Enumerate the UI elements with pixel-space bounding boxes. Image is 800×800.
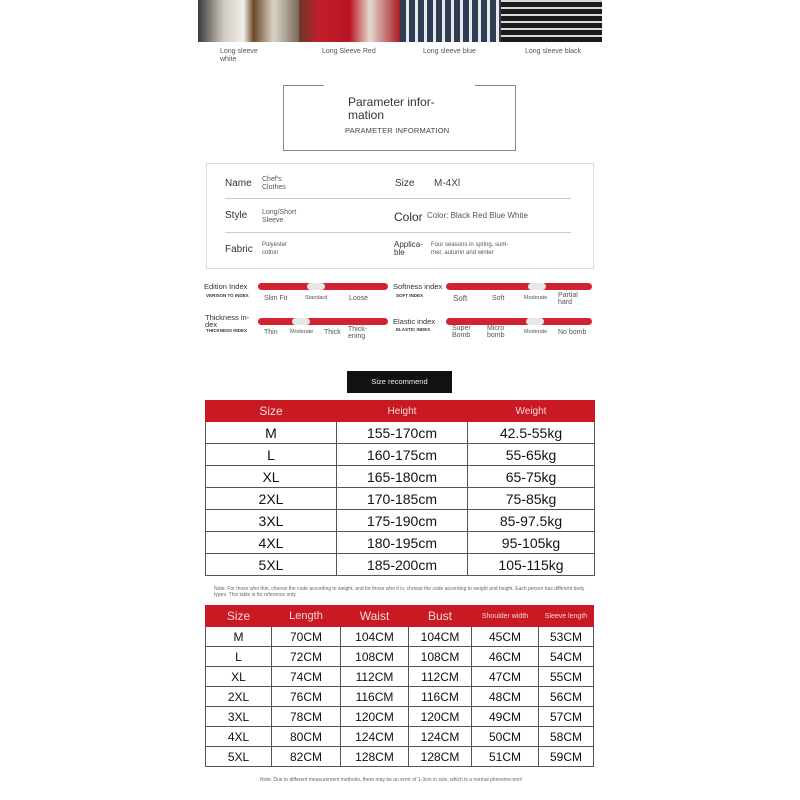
header-size: Size xyxy=(206,401,337,422)
table-cell: 78CM xyxy=(272,707,341,727)
header-length: Length xyxy=(272,606,341,627)
elastic-tick: Micro bomb xyxy=(487,325,505,339)
photo-label-blue: Long sleeve blue xyxy=(423,48,476,55)
table-cell: 108CM xyxy=(409,647,472,667)
softness-index-sub: SOFT INDEX xyxy=(396,293,424,298)
table-row xyxy=(206,627,594,647)
elastic-tick: Moderate xyxy=(524,329,548,335)
table-cell: 56CM xyxy=(539,687,594,707)
edition-index-label: Edition Index xyxy=(204,282,248,291)
table-cell: 116CM xyxy=(341,687,409,707)
applicable-label: Applica-ble xyxy=(394,240,423,257)
table-cell: 58CM xyxy=(539,727,594,747)
table-row xyxy=(206,466,595,488)
elastic-index-label: Elastic index xyxy=(393,317,436,326)
info-divider xyxy=(225,232,571,233)
color-label: Color xyxy=(394,210,423,224)
photo-long-sleeve-white[interactable] xyxy=(198,0,299,42)
table-cell: 112CM xyxy=(409,667,472,687)
table-cell: 59CM xyxy=(539,747,594,767)
thickness-tick: Moderate xyxy=(290,329,314,335)
table-cell: 170-185cm xyxy=(337,488,468,510)
thickness-tick: Thick-ening xyxy=(348,326,368,340)
table-cell: 104CM xyxy=(341,627,409,647)
table-cell: 4XL xyxy=(206,532,337,554)
style-label: Style xyxy=(225,210,248,221)
table-cell: 105-115kg xyxy=(468,554,595,576)
table-cell: 53CM xyxy=(539,627,594,647)
name-value: Chef's Clothes xyxy=(262,176,286,191)
table-cell: 108CM xyxy=(341,647,409,667)
measurement-table xyxy=(205,605,594,767)
table-row xyxy=(206,687,594,707)
color-value: Color: Black Red Blue White xyxy=(427,211,528,220)
header-weight: Weight xyxy=(468,401,595,422)
size-recommend-banner: Size recommend xyxy=(347,371,452,393)
edition-index-sub: VERSION TO INDEX xyxy=(206,293,249,298)
table-cell: 185-200cm xyxy=(337,554,468,576)
table-cell: 46CM xyxy=(472,647,539,667)
parameter-header-underline xyxy=(283,150,516,151)
edition-tick: Standard xyxy=(305,295,328,301)
style-value: Long/Short Sleeve xyxy=(262,209,297,224)
thickness-index-knob xyxy=(292,318,310,325)
parameter-title: Parameter infor-mation xyxy=(348,95,435,122)
table-cell: 3XL xyxy=(206,707,272,727)
table-cell: 50CM xyxy=(472,727,539,747)
info-divider xyxy=(225,198,571,199)
table-cell: XL xyxy=(206,466,337,488)
elastic-tick: No bomb xyxy=(558,329,587,336)
table-row xyxy=(206,532,595,554)
table-cell: 180-195cm xyxy=(337,532,468,554)
header-height: Height xyxy=(337,401,468,422)
table-cell: 65-75kg xyxy=(468,466,595,488)
thickness-index-sub: THICKNESS INDEX xyxy=(206,328,248,333)
thickness-index-label: Thickness in-dex xyxy=(205,313,250,329)
fabric-value: Polyester cotton xyxy=(262,242,288,256)
table-cell: 112CM xyxy=(341,667,409,687)
header-waist: Waist xyxy=(341,606,409,627)
header-sleeve-length: Sleeve length xyxy=(539,606,594,627)
edition-index-track xyxy=(258,283,388,290)
table-cell: 160-175cm xyxy=(337,444,468,466)
table-cell: M xyxy=(206,627,272,647)
table-row xyxy=(206,707,594,727)
table-row xyxy=(206,747,594,767)
table-cell: 120CM xyxy=(409,707,472,727)
measurement-note: Note: Due to different measurement methods, there may be an error of 1-3cm in size, which is a normal phenome-non! xyxy=(260,777,523,783)
table-cell: 74CM xyxy=(272,667,341,687)
table-cell: 5XL xyxy=(206,554,337,576)
table-cell: 45CM xyxy=(472,627,539,647)
table-row xyxy=(206,510,595,532)
elastic-index-track xyxy=(446,318,592,325)
table-cell: 48CM xyxy=(472,687,539,707)
header-bust: Bust xyxy=(409,606,472,627)
table-cell: 55CM xyxy=(539,667,594,687)
table-cell: 54CM xyxy=(539,647,594,667)
table-cell: L xyxy=(206,444,337,466)
parameter-subtitle: PARAMETER INFORMATION xyxy=(345,126,450,135)
photo-long-sleeve-black[interactable] xyxy=(501,0,602,42)
table-cell: 42.5-55kg xyxy=(468,422,595,444)
table-cell: 155-170cm xyxy=(337,422,468,444)
softness-tick: Moderate xyxy=(524,295,548,301)
table-cell: M xyxy=(206,422,337,444)
table-cell: 2XL xyxy=(206,687,272,707)
table-cell: 85-97.5kg xyxy=(468,510,595,532)
softness-index-knob xyxy=(528,283,546,290)
table-cell: 128CM xyxy=(409,747,472,767)
thickness-tick: Thin xyxy=(264,329,278,336)
elastic-tick: Super Bomb xyxy=(452,325,471,339)
table-cell: 128CM xyxy=(341,747,409,767)
table-cell: 95-105kg xyxy=(468,532,595,554)
table-cell: 124CM xyxy=(409,727,472,747)
table-row xyxy=(206,647,594,667)
thickness-tick: Thick xyxy=(324,329,341,336)
size-label: Size xyxy=(395,178,415,189)
photo-long-sleeve-blue[interactable] xyxy=(400,0,501,42)
name-label: Name xyxy=(225,178,252,189)
table-cell: 5XL xyxy=(206,747,272,767)
edition-tick: Loose xyxy=(349,295,369,302)
table-cell: 51CM xyxy=(472,747,539,767)
table-cell: 4XL xyxy=(206,727,272,747)
table-cell: 104CM xyxy=(409,627,472,647)
table-cell: 49CM xyxy=(472,707,539,727)
table-cell: 116CM xyxy=(409,687,472,707)
table-cell: 57CM xyxy=(539,707,594,727)
photo-label-red: Long Sleeve Red xyxy=(322,48,376,55)
photo-long-sleeve-red[interactable] xyxy=(299,0,400,42)
table-cell: 80CM xyxy=(272,727,341,747)
table-cell: 76CM xyxy=(272,687,341,707)
softness-tick: Soft xyxy=(492,295,505,302)
photo-label-black: Long sleeve black xyxy=(525,48,582,55)
table-cell: 124CM xyxy=(341,727,409,747)
table-row xyxy=(206,444,595,466)
table-cell: 175-190cm xyxy=(337,510,468,532)
table-row xyxy=(206,554,595,576)
edition-index-knob xyxy=(307,283,325,290)
size-recommend-table xyxy=(205,400,595,576)
table-header-row xyxy=(206,401,595,422)
table-cell: 70CM xyxy=(272,627,341,647)
table-cell: 55-65kg xyxy=(468,444,595,466)
table-cell: 72CM xyxy=(272,647,341,667)
elastic-index-sub: ELASTIC INDEX xyxy=(396,327,431,332)
table-cell: 3XL xyxy=(206,510,337,532)
photo-label-white: Long sleeve white xyxy=(220,48,258,63)
table-cell: 2XL xyxy=(206,488,337,510)
thickness-index-track xyxy=(258,318,388,325)
table-cell: 47CM xyxy=(472,667,539,687)
recommend-note: Note: For those who thin, choose the code according to weight, and for those who it is, choose the code according to weight and height. Each person has different body types. This table is for reference only. xyxy=(214,586,585,598)
table-cell: XL xyxy=(206,667,272,687)
table-cell: 82CM xyxy=(272,747,341,767)
size-value: M-4Xl xyxy=(434,178,461,189)
product-photo-strip xyxy=(198,0,602,42)
table-cell: L xyxy=(206,647,272,667)
table-cell: 165-180cm xyxy=(337,466,468,488)
table-row xyxy=(206,488,595,510)
elastic-index-knob xyxy=(526,318,544,325)
table-row xyxy=(206,727,594,747)
fabric-label: Fabric xyxy=(225,244,253,255)
applicable-value: Four seasons in spring, sum-mer, autumn and winter xyxy=(431,242,509,256)
softness-tick: Partial hard xyxy=(558,292,578,306)
softness-index-label: Softness index xyxy=(393,282,443,291)
softness-tick: Soft xyxy=(453,294,468,303)
header-size: Size xyxy=(206,606,272,627)
edition-tick: Slim Fit xyxy=(264,295,288,302)
softness-index-track xyxy=(446,283,592,290)
table-cell: 120CM xyxy=(341,707,409,727)
table-row xyxy=(206,422,595,444)
table-row xyxy=(206,667,594,687)
table-header-row xyxy=(206,606,594,627)
header-shoulder-width: Shoulder width xyxy=(472,606,539,627)
table-cell: 75-85kg xyxy=(468,488,595,510)
